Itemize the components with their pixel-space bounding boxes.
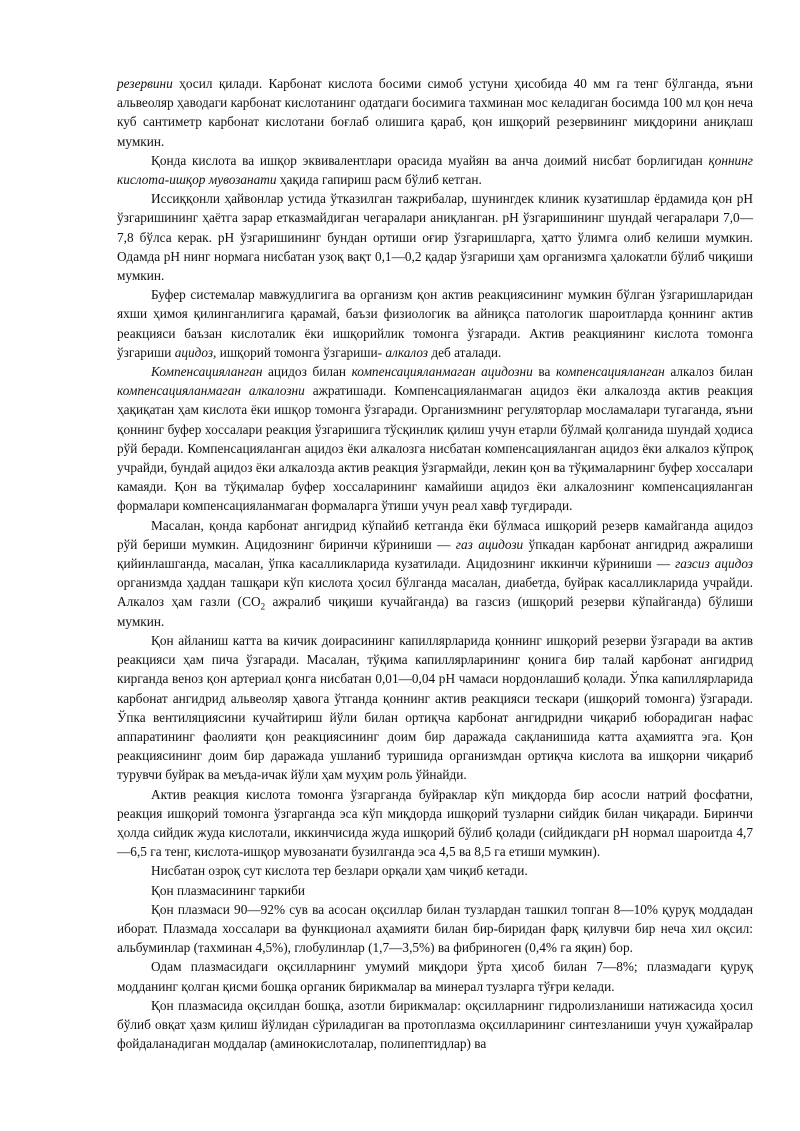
paragraph (117, 881, 753, 900)
paragraph (117, 362, 753, 516)
paragraph (117, 74, 753, 151)
paragraph (117, 996, 753, 1054)
text-run: Қон айланиш катта ва кичик доирасининг капиллярларида қоннинг ишқорий резерви ўзгаради ва актив реакцияси ҳам пича ўзгаради. Масалан, тўқима капиллярларининг қонига бир талай карбонат ангидрид кирганда веноз қон артериал қонга нисбатан 0,01—0,04 pH чамаси нордонлашиб қолади. Ўпка капиллярларида карбонат ангидрид альвеоляр ҳавога ўтганда қоннинг актив реакцияси тескари (ишқорий томонга) ўзгаради. Ўпка вентиляциясини кучайтириш йўли билан ортиқча карбонат ангидридни чиқариб юборадиган нафас аппаратининг фаолияти қон реакциясининг доим бир даражада сақланишида катта аҳамиятга эга. Қон реакциясининг доим бир даражада ушланиб туришида организмдан ортиқча кислота ва ишқорни чиқариб турувчи буйрак ва меъда-ичак йўли ҳам муҳим роль ўйнайди. (117, 632, 753, 783)
text-run: Актив реакция кислота томонга ўзгарганда буйраклар кўп миқдорда бир асосли натрий фосфатни, реакция ишқорий томонга ўзгарганда эса кўп миқдорда ишқорий тузларни сийдик билан чиқаради. Биринчи ҳолда сийдик жуда кислотали, иккинчисида жуда ишқорий бўлиб қолади (сийдикдаги pH нормал шароитда 4,7—6,5 га тенг, кислота-ишқор мувозанати бузилганда эса 4,5 ва 8,5 га етиши мумкин). (117, 786, 753, 860)
text-run: деб аталади. (428, 344, 502, 360)
text-run: ажратишади. Компенсацияланмаган ацидоз ёки алкалозда актив реакция ҳақиқатан ҳам кислота ёки ишқор томонга ўзгаради. Организмнинг регуляторлар мосламалари тугаганда, яъни қоннинг буфер хоссалари реакция ўзгаришига тўсқинлик қилиш учун етарли бўлмай қолганида шундай ҳодиса рўй беради. Компенсацияланган ацидоз ёки алкалозга нисбатан компенсацияланган ацидоз ёки алкалоз кўпроқ учрайди, бундай ацидоз ёки алкалозда актив реакция ўзгармайди, лекин қон ва тўқималарнинг буфер хоссалари камаяди. Қон ва тўқималар буфер хоссаларининг камайиши ацидоз ёки алкалознинг компенсацияланган формалари компенсацияланмаган формаларга ўтиши учун реал хавф туғдиради. (117, 383, 753, 514)
paragraph (117, 516, 753, 631)
text-run: Қонда кислота ва ишқор эквивалентлари орасида муайян ва анча доимий нисбат борлигидан (151, 152, 709, 168)
text-run: ҳосил қилади. Карбонат кислота босими симоб устуни ҳисобида 40 мм га тенг бўлганда, яъни альвеоляр ҳаводаги карбонат кислотанинг одатдаги босимига тахминан мос келадиган босимда 100 мл қон неча куб сантиметр карбонат кислотани боғлаб олишига қараб, қон ишқорий резервининг миқдорини аниқлаш мумкин. (117, 76, 753, 149)
text-run: ажралиб чиқиши кучайганда) ва газсиз (ишқорий резерви кўпайганда) бўлиши мумкин. (117, 594, 753, 629)
document-page (117, 74, 753, 1053)
italic-term: компенсацияланмаган алкалозни (117, 383, 305, 399)
paragraph (117, 151, 753, 189)
paragraph (117, 285, 753, 362)
italic-term: газсиз ацидоз (675, 556, 753, 572)
italic-term: алкалоз (385, 344, 428, 360)
italic-term: қоннинг кислота-ишқор мувозанати (117, 152, 753, 188)
text-run: Нисбатан озроқ сут кислота тер безлари орқали ҳам чиқиб кетади. (151, 863, 528, 879)
text-run: ҳақида гапириш расм бўлиб кетган. (276, 172, 482, 188)
paragraph (117, 631, 753, 785)
italic-term: резервини (117, 76, 173, 91)
italic-term: Компенсацияланган (151, 364, 263, 380)
paragraph (117, 957, 753, 995)
text-run: ўпкадан карбонат ангидрид ажралиши қийинлашганда, масалан, ўпка касалликларида кузатилади. Ацидознинг иккинчи кўриниши — (117, 536, 753, 572)
subscript-text: 2 (260, 602, 266, 613)
paragraph (117, 189, 753, 285)
italic-term: компенсацияланмаган ацидозни (351, 364, 533, 380)
text-run: Қон плазмасида оқсилдан бошқа, азотли бирикмалар: оқсилларнинг гидролизланиши натижасида ҳосил бўлиб овқат ҳазм қилиш йўлидан сўриладиган ва протоплазма оқсилларининг синтезланиши учун ҳужайралар фойдаланадиган моддалар (аминокислоталар, полипептидлар) ва (117, 997, 753, 1052)
text-run: Қон плазмаси 90—92% сув ва асосан оқсиллар билан тузлардан ташкил топган 8—10% қуруқ моддадан иборат. Плазмада хоссалари ва функционал аҳамияти билан бир-биридан фарқ қилувчи бир неча хил оқсил: альбуминлар (тахминан 4,5%), глобулинлар (1,7—3,5%) ва фибриноген (0,4% га яқин) бор. (117, 901, 753, 956)
paragraph (117, 785, 753, 862)
text-run: Одам плазмасидаги оқсилларнинг умумий миқдори ўрта ҳисоб билан 7—8%; плазмадаги қуруқ модданинг қолган қисми бошқа органик бирикмалар ва минерал тузларга тўғри келади. (117, 959, 753, 994)
text-run: ва (532, 364, 556, 380)
text-run: Қон плазмасининг таркиби (151, 882, 306, 898)
paragraph (117, 900, 753, 958)
text-run: Иссиққонли ҳайвонлар устида ўтказилган тажрибалар, шунингдек клиник кузатишлар ёрдамида қон pH ўзгаришининг ҳаётга зарар етказмайдиган чегаралари аниқланган. pH ўзгаришининг шундай чегаралари 7,0—7,8 бўлса керак. pH ўзгаришининг бундан ортиши оғир ўзгаришларга, ҳатто ўлимга олиб келиши мумкин. Одамда pH нинг нормага нисбатан узоқ вақт 0,1—0,2 қадар ўзгариши ҳам организмга ҳалокатли бўлиб чиқиши мумкин. (117, 191, 753, 284)
text-run: Буфер системалар мавжудлигига ва организм қон актив реакциясининг мумкин бўлган ўзгаришларидан яхши ҳимоя қилинганлигига қарамай, баъзи физиологик ва айниқса патологик шароитларда қоннинг актив реакцияси баъзан кислоталик ёки ишқорийлик томонга ўзгаради. Актив реакциянинг кислота томонга ўзгариши (117, 287, 753, 360)
text-run: ишқорий томонга ўзгариши- (216, 344, 386, 360)
text-run: алкалоз билан (664, 364, 754, 380)
text-run: организмда ҳаддан ташқари кўп кислота ҳосил бўлганда масалан, диабетда, буйрак касалликларида учрайди. Алкалоз ҳам газли (CO (117, 575, 753, 610)
text-run: ацидоз билан (262, 364, 352, 380)
text-run: Масалан, қонда карбонат ангидрид кўпайиб кетганда ёки бўлмаса ишқорий резерв камайганда ацидоз рўй бериши мумкин. Ацидознинг биринчи кўриниши — (117, 517, 753, 552)
italic-term: ацидоз, (174, 344, 217, 360)
italic-term: компенсацияланган (555, 364, 665, 380)
paragraph (117, 861, 753, 880)
italic-term: газ ацидози (455, 536, 524, 552)
